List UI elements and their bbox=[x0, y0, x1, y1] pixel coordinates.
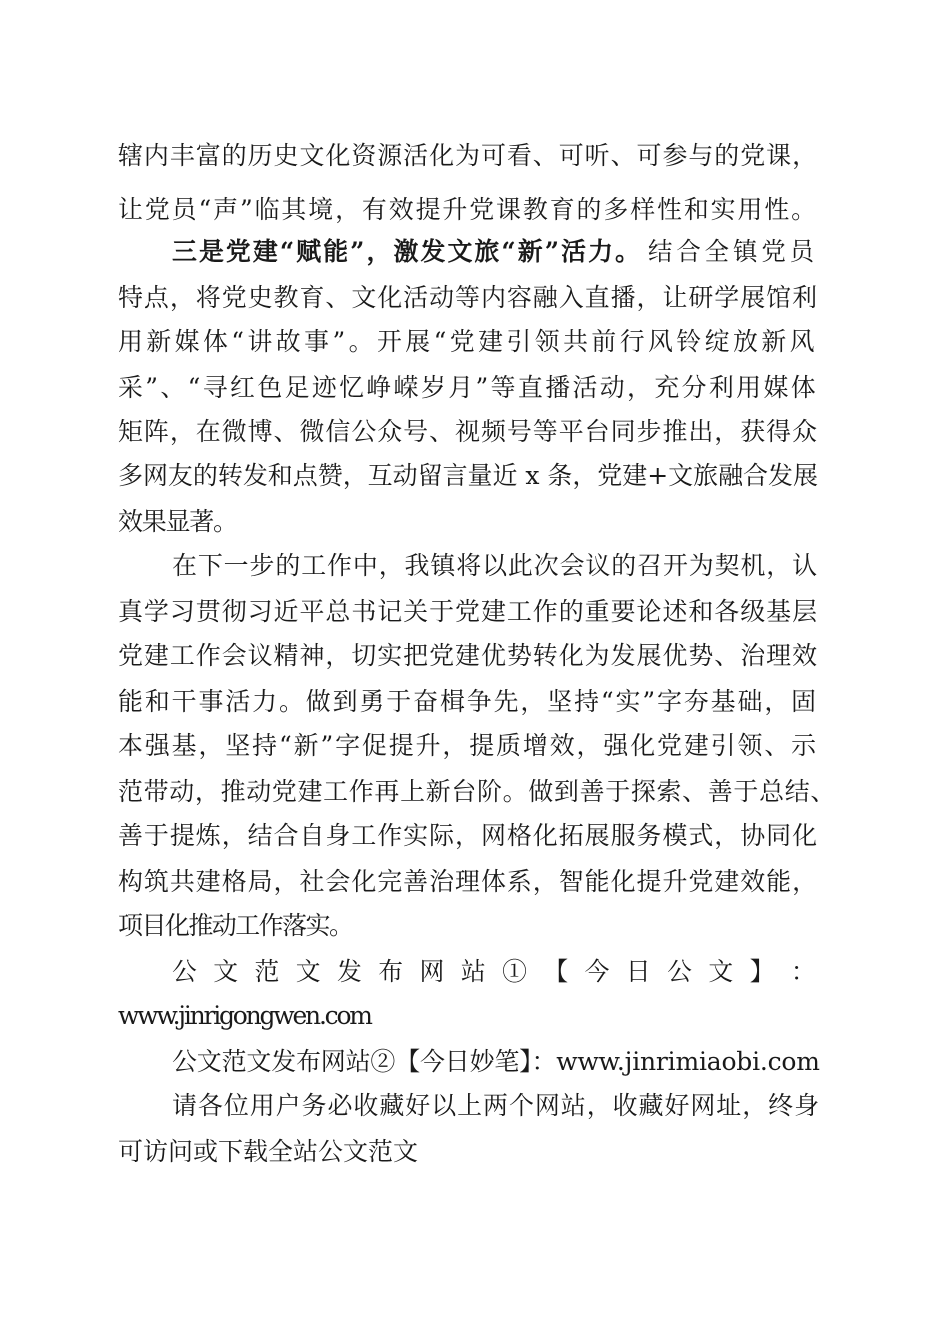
paragraph-line: 多网友的转发和点赞，互动留言量近 x 条，党建+文旅融合发展 bbox=[118, 461, 818, 490]
section-heading: 三是党建“赋能”，激发文旅“新”活力。 bbox=[172, 237, 642, 266]
paragraph-line: 矩阵，在微博、微信公众号、视频号等平台同步推出，获得众 bbox=[118, 417, 818, 446]
paragraph-line: 效果显著。 bbox=[118, 507, 237, 536]
paragraph-line: 特点，将党史教育、文化活动等内容融入直播，让研学展馆利 bbox=[118, 283, 818, 312]
paragraph-line: 项目化推动工作落实。 bbox=[118, 911, 353, 940]
notice-line: 请各位用户务必收藏好以上两个网站，收藏好网址，终身 bbox=[172, 1091, 820, 1120]
paragraph-line: 范带动，推动党建工作再上新台阶。做到善于探索、善于总结、 bbox=[118, 777, 836, 806]
paragraph-line: 构筑共建格局，社会化完善治理体系，智能化提升党建效能， bbox=[118, 867, 818, 896]
paragraph-line: 结合全镇党员 bbox=[648, 237, 818, 266]
paragraph-line: 辖内丰富的历史文化资源活化为可看、可听、可参与的党课， bbox=[118, 141, 818, 170]
paragraph-line: 真学习贯彻习近平总书记关于党建工作的重要论述和各级基层 bbox=[118, 597, 818, 626]
paragraph-line: 让党员“声”临其境，有效提升党课教育的多样性和实用性。 bbox=[118, 195, 818, 224]
paragraph-line: 善于提炼，结合自身工作实际，网格化拓展服务模式，协同化 bbox=[118, 821, 818, 850]
website-line-2: 公文范文发布网站②【今日妙笔】：www.jinrimiaobi.com bbox=[172, 1047, 820, 1076]
paragraph-line: 党建工作会议精神，切实把党建优势转化为发展优势、治理效 bbox=[118, 641, 818, 670]
paragraph-line: 能和干事活力。做到勇于奋楫争先，坚持“实”字夯基础，固 bbox=[118, 687, 818, 716]
website-url-1: www.jinrigongwen.com bbox=[118, 1001, 371, 1030]
notice-line: 可访问或下载全站公文范文 bbox=[118, 1137, 418, 1166]
paragraph-line: 用新媒体“讲故事”。开展“党建引领共前行风铃绽放新风 bbox=[118, 327, 818, 356]
paragraph-line: 在下一步的工作中，我镇将以此次会议的召开为契机，认 bbox=[172, 551, 818, 580]
paragraph-line: 采”、“寻红色足迹忆峥嵘岁月”等直播活动，充分利用媒体 bbox=[118, 373, 818, 402]
paragraph-line: 本强基，坚持“新”字促提升，提质增效，强化党建引领、示 bbox=[118, 731, 818, 760]
website-line-1: 公 文 范 文 发 布 网 站 ① 【 今 日 公 文 】 ： bbox=[172, 957, 820, 986]
